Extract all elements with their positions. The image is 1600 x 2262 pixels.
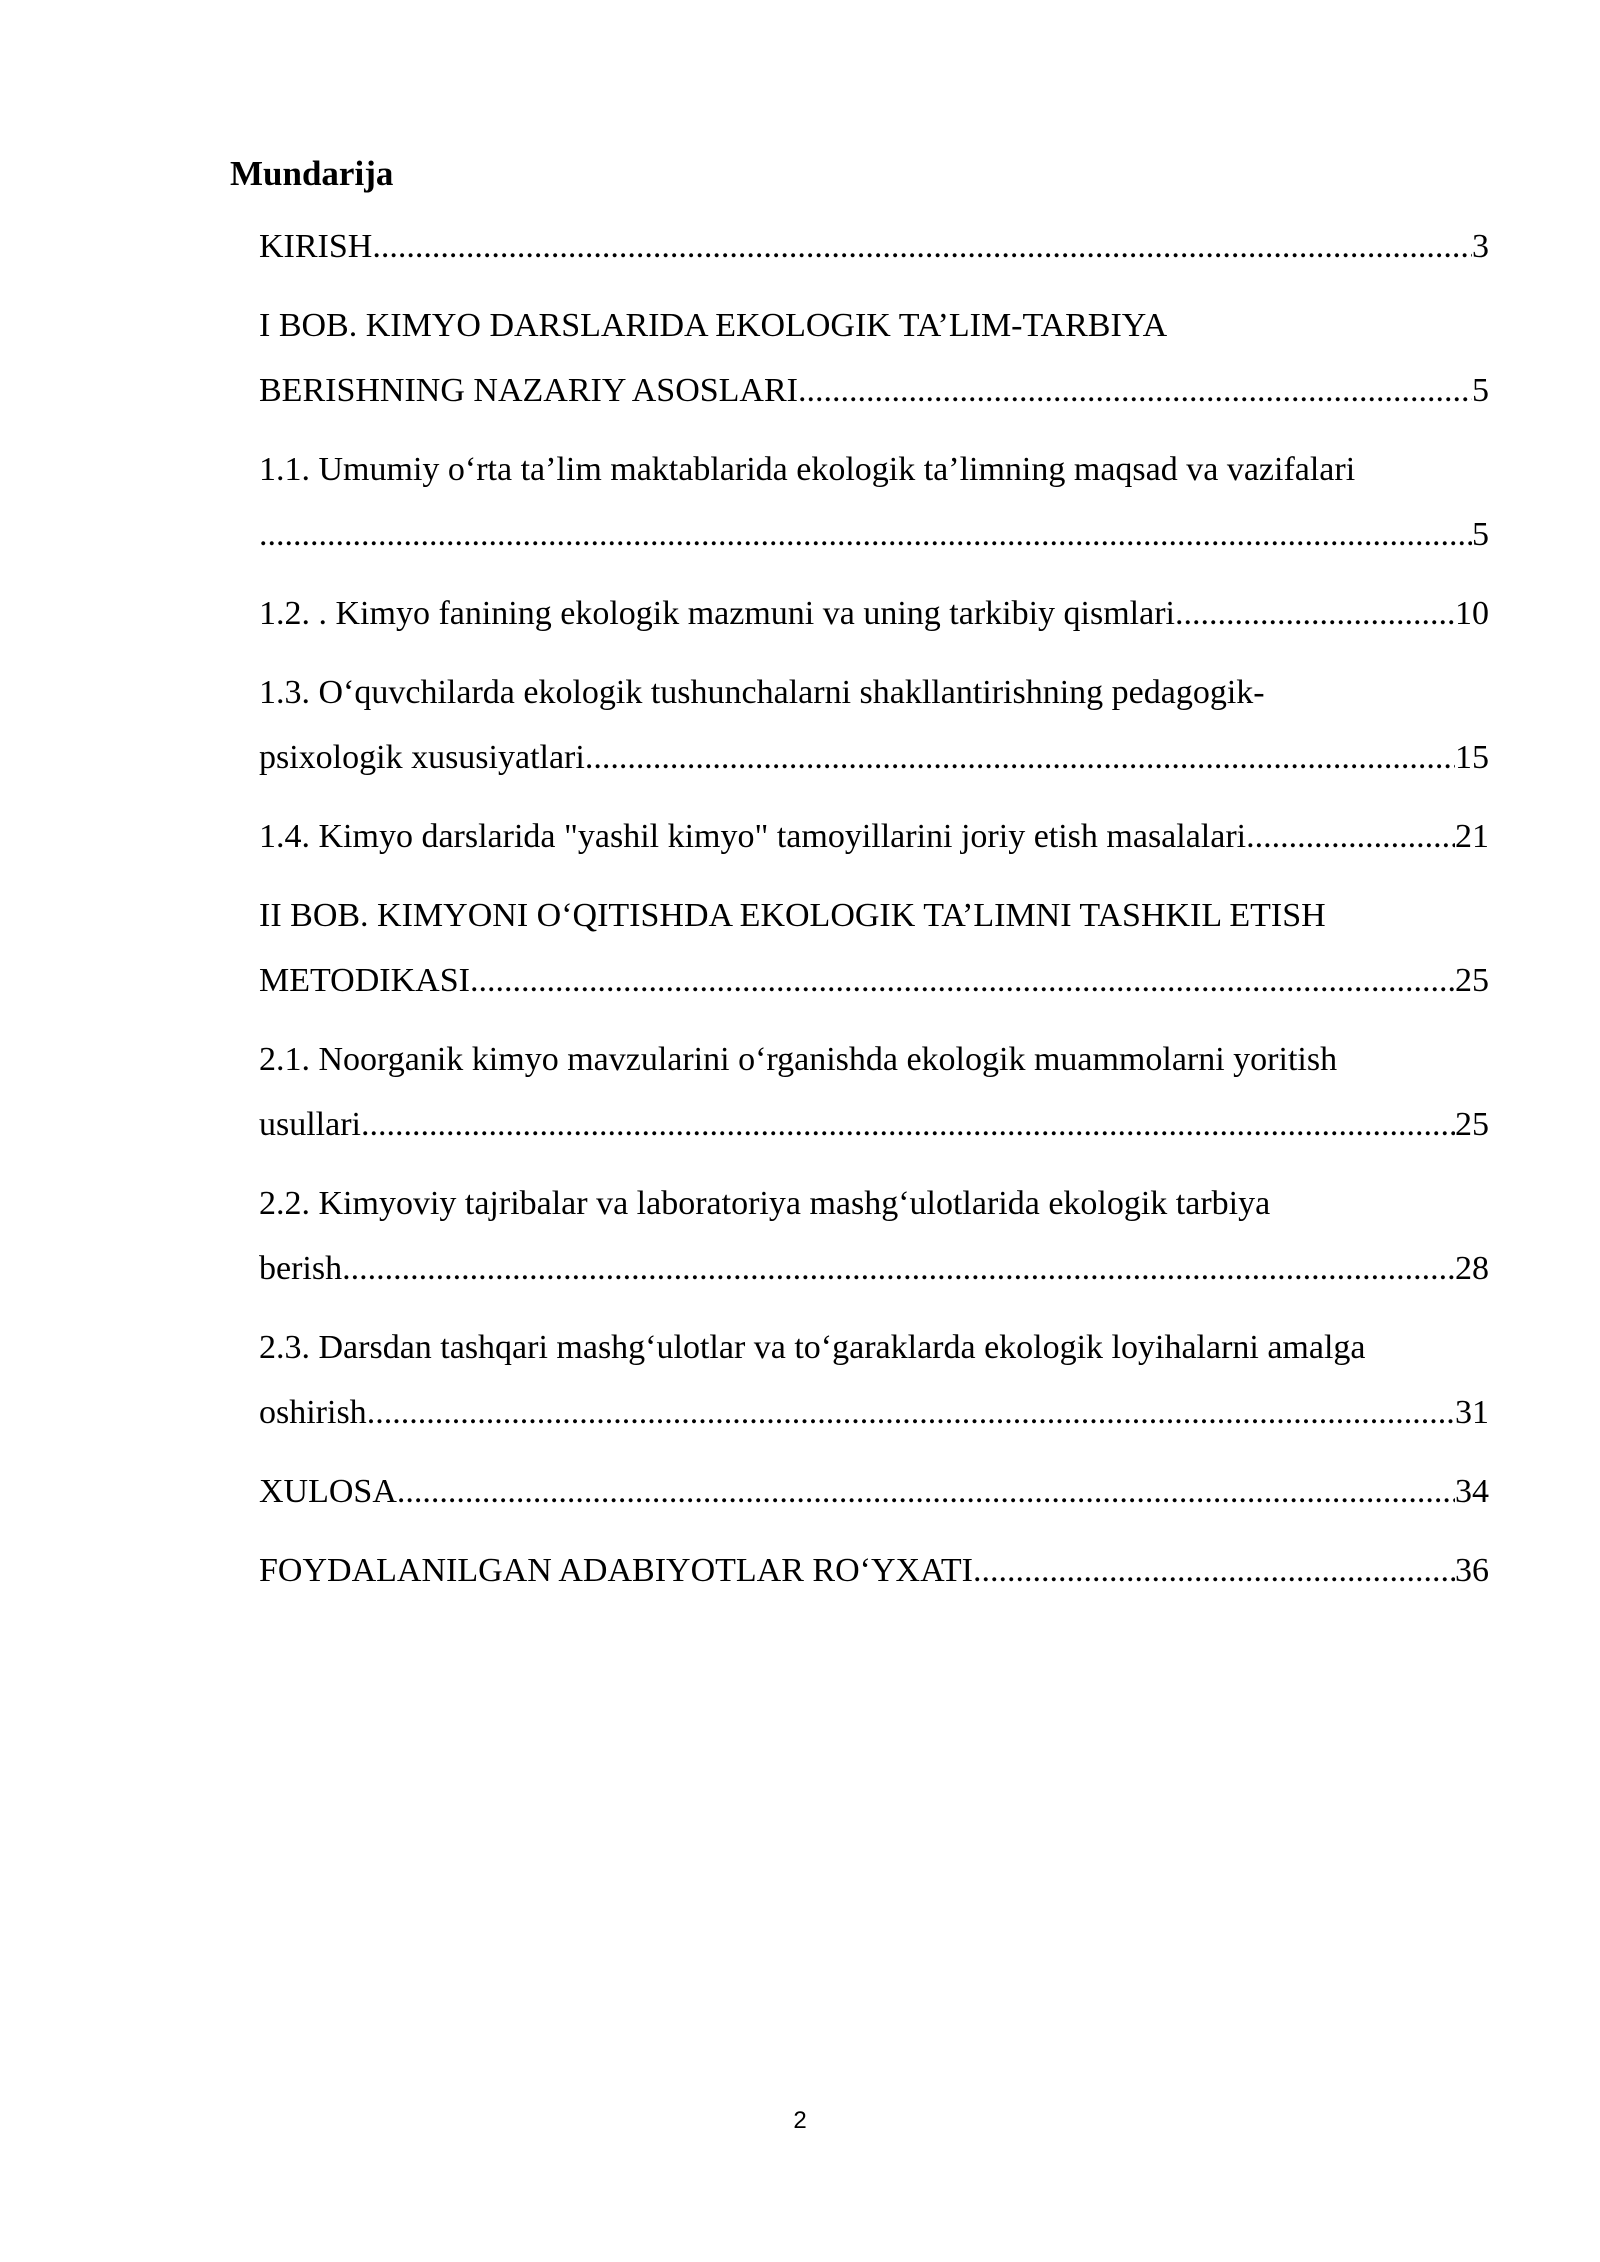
- toc-page-number: 15: [1455, 739, 1489, 776]
- toc-entry-line: [259, 1459, 1489, 1524]
- toc-entry-section-2-2[interactable]: [259, 1171, 1489, 1301]
- toc-page-number: 36: [1455, 1552, 1489, 1589]
- toc-entry-label-line-1: II BOB. KIMYONI O‘QITISHDA EKOLOGIK TA’LIMNI TASHKIL ETISH: [259, 897, 1326, 934]
- toc-entry-label-line-2: berish: [259, 1250, 343, 1287]
- toc-entry-line: [259, 502, 1489, 567]
- table-of-contents: [259, 214, 1489, 1617]
- toc-entry-section-1-2[interactable]: [259, 581, 1489, 646]
- toc-page-number: 31: [1455, 1394, 1489, 1431]
- toc-entry-line: [259, 214, 1489, 279]
- toc-dot-leader: [259, 502, 1472, 567]
- toc-dot-leader: [1246, 804, 1455, 869]
- toc-entry-line: [259, 725, 1489, 790]
- toc-entry-chapter-2[interactable]: [259, 883, 1489, 1013]
- toc-entry-label: FOYDALANILGAN ADABIYOTLAR RO‘YXATI: [259, 1552, 973, 1589]
- toc-entry-label-line-1: 2.2. Kimyoviy tajribalar va laboratoriya mashg‘ulotlarida ekologik tarbiya: [259, 1185, 1271, 1222]
- toc-entry-label-line-1: 2.1. Noorganik kimyo mavzularini o‘rganishda ekologik muammolarni yoritish: [259, 1041, 1338, 1078]
- toc-entry-label-line-1: I BOB. KIMYO DARSLARIDA EKOLOGIK TA’LIM-TARBIYA: [259, 307, 1168, 344]
- toc-entry-label-line-1: 1.1. Umumiy o‘rta ta’lim maktablarida ekologik ta’limning maqsad va vazifalari: [259, 451, 1356, 488]
- toc-dot-leader: [372, 214, 1472, 279]
- toc-entry-label-line-1: 2.3. Darsdan tashqari mashg‘ulotlar va to‘garaklarda ekologik loyihalarni amalga: [259, 1329, 1366, 1366]
- toc-entry-label-line-1: 1.3. O‘quvchilarda ekologik tushunchalarni shakllantirishning pedagogik-: [259, 674, 1265, 711]
- toc-page-number: 21: [1455, 818, 1489, 855]
- toc-page-number: 34: [1455, 1473, 1489, 1510]
- toc-dot-leader: [973, 1538, 1455, 1603]
- toc-entry-line: [259, 581, 1489, 646]
- toc-page-number: 5: [1472, 516, 1489, 553]
- toc-entry-label-line-2: psixologik xususiyatlari: [259, 739, 585, 776]
- toc-entry-xulosa[interactable]: [259, 1459, 1489, 1524]
- toc-page-number: 25: [1455, 962, 1489, 999]
- toc-entry-line: [259, 804, 1489, 869]
- toc-entry-section-2-3[interactable]: [259, 1315, 1489, 1445]
- toc-entry-label: 1.4. Kimyo darslarida "yashil kimyo" tamoyillarini joriy etish masalalari: [259, 818, 1247, 855]
- toc-dot-leader: [397, 1459, 1455, 1524]
- toc-dot-leader: [367, 1380, 1455, 1445]
- toc-entry-line: [259, 1538, 1489, 1603]
- toc-dot-leader: [470, 948, 1455, 1013]
- toc-entry-label: KIRISH: [259, 228, 373, 265]
- toc-entry-section-1-4[interactable]: [259, 804, 1489, 869]
- toc-entry-section-2-1[interactable]: [259, 1027, 1489, 1157]
- toc-entry-line: [259, 1236, 1489, 1301]
- toc-page-number: 5: [1472, 372, 1489, 409]
- toc-dot-leader: [585, 725, 1455, 790]
- toc-page-number: 28: [1455, 1250, 1489, 1287]
- toc-entry-references[interactable]: [259, 1538, 1489, 1603]
- toc-entry-section-1-1[interactable]: [259, 437, 1489, 567]
- toc-entry-line: [259, 948, 1489, 1013]
- toc-dot-leader: [342, 1236, 1455, 1301]
- toc-dot-leader: [1175, 581, 1455, 646]
- toc-entry-line: [259, 1380, 1489, 1445]
- toc-entry-line: [259, 1092, 1489, 1157]
- toc-page-number: 10: [1455, 595, 1489, 632]
- toc-entry-section-1-3[interactable]: [259, 660, 1489, 790]
- toc-entry-kirish[interactable]: [259, 214, 1489, 279]
- toc-page-number: 25: [1455, 1106, 1489, 1143]
- toc-page-number: 3: [1472, 228, 1489, 265]
- toc-dot-leader: [798, 358, 1472, 423]
- toc-entry-label: 1.2. . Kimyo fanining ekologik mazmuni va uning tarkibiy qismlari: [259, 595, 1175, 632]
- page-number: 2: [793, 2107, 807, 2134]
- toc-dot-leader: [361, 1092, 1455, 1157]
- toc-entry-chapter-1[interactable]: [259, 293, 1489, 423]
- toc-entry-label: XULOSA: [259, 1473, 397, 1510]
- toc-entry-label-line-2: usullari: [259, 1106, 361, 1143]
- toc-entry-line: [259, 358, 1489, 423]
- toc-entry-label-line-2: oshirish: [259, 1394, 367, 1431]
- toc-entry-label-line-2: METODIKASI: [259, 962, 470, 999]
- toc-entry-label-line-2: BERISHNING NAZARIY ASOSLARI: [259, 372, 798, 409]
- toc-title: Mundarija: [230, 154, 394, 193]
